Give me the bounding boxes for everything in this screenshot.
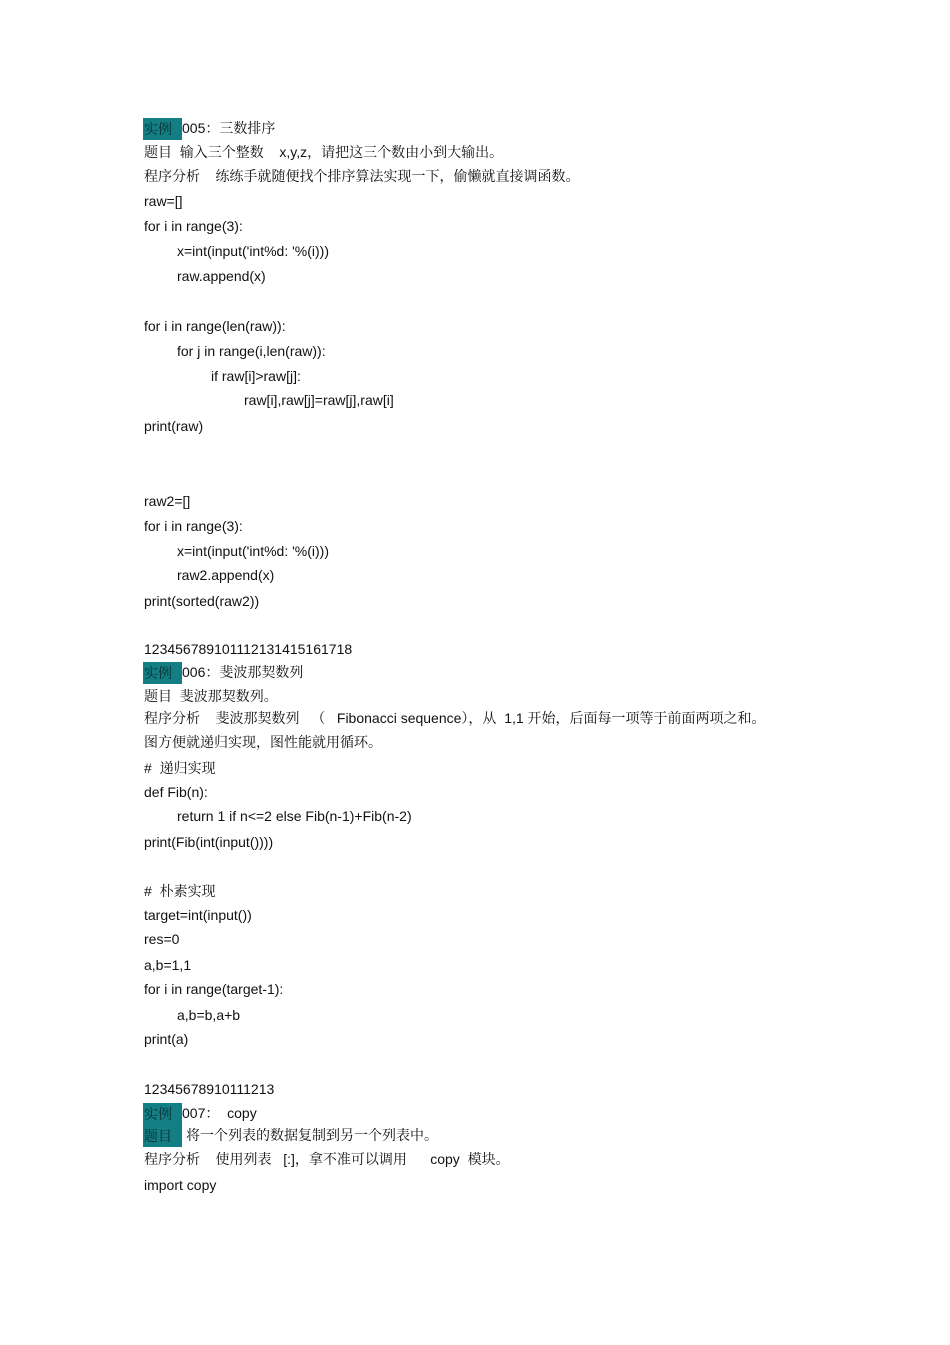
code-line: print(a) <box>144 1031 189 1047</box>
example-title: 007： copy <box>182 1105 257 1121</box>
code-line: for i in range(3): <box>144 218 243 234</box>
code-line: raw2=[] <box>144 493 191 509</box>
problem-statement: 题目 斐波那契数列。 <box>144 688 278 704</box>
code-line: a,b=1,1 <box>144 957 192 973</box>
program-analysis: 程序分析 使用列表 [:]，拿不准可以调用 copy 模块。 <box>144 1151 510 1167</box>
topic-tag-highlight: 题目 <box>143 1125 182 1147</box>
code-comment: # 朴素实现 <box>144 883 216 899</box>
code-line: for j in range(i,len(raw)): <box>177 343 326 359</box>
program-analysis: 程序分析 练练手就随便找个排序算法实现一下，偷懒就直接调函数。 <box>144 168 580 184</box>
code-line: for i in range(3): <box>144 518 243 534</box>
example-tag-highlight: 实例 <box>143 118 182 140</box>
code-line: raw=[] <box>144 193 183 209</box>
code-comment: # 递归实现 <box>144 760 216 776</box>
code-line: def Fib(n): <box>144 784 208 800</box>
example-title: 006：斐波那契数列 <box>182 664 304 680</box>
code-line: res=0 <box>144 931 180 947</box>
code-line: raw[i],raw[j]=raw[j],raw[i] <box>244 392 394 408</box>
code-line: x=int(input('int%d: '%(i))) <box>177 543 329 559</box>
example-tag-highlight: 实例 <box>143 1103 182 1125</box>
code-line: for i in range(target-1): <box>144 981 284 997</box>
example-tag-highlight: 实例 <box>143 662 182 684</box>
code-line: raw2.append(x) <box>177 567 275 583</box>
example-title: 005：三数排序 <box>182 120 276 136</box>
code-line: print(sorted(raw2)) <box>144 593 260 609</box>
problem-statement: 题目 输入三个整数 x,y,z，请把这三个数由小到大输出。 <box>144 144 504 160</box>
code-line: import copy <box>144 1177 217 1193</box>
code-line: return 1 if n<=2 else Fib(n-1)+Fib(n-2) <box>177 808 412 824</box>
line-numbers: 123456789101112131415161718 <box>144 641 353 657</box>
code-line: print(Fib(int(input()))) <box>144 834 274 850</box>
line-numbers: 12345678910111213 <box>144 1081 275 1097</box>
code-line: print(raw) <box>144 418 204 434</box>
code-line: raw.append(x) <box>177 268 266 284</box>
code-line: for i in range(len(raw)): <box>144 318 286 334</box>
program-analysis: 程序分析 斐波那契数列 （ Fibonacci sequence），从 1,1 开始，后面每一项等于前面两项之和。 <box>144 710 766 726</box>
code-line: a,b=b,a+b <box>177 1007 241 1023</box>
problem-statement: 将一个列表的数据复制到另一个列表中。 <box>186 1127 438 1143</box>
program-analysis-continued: 图方便就递归实现，图性能就用循环。 <box>144 734 382 750</box>
code-line: if raw[i]>raw[j]: <box>211 368 301 384</box>
code-line: target=int(input()) <box>144 907 252 923</box>
code-line: x=int(input('int%d: '%(i))) <box>177 243 329 259</box>
